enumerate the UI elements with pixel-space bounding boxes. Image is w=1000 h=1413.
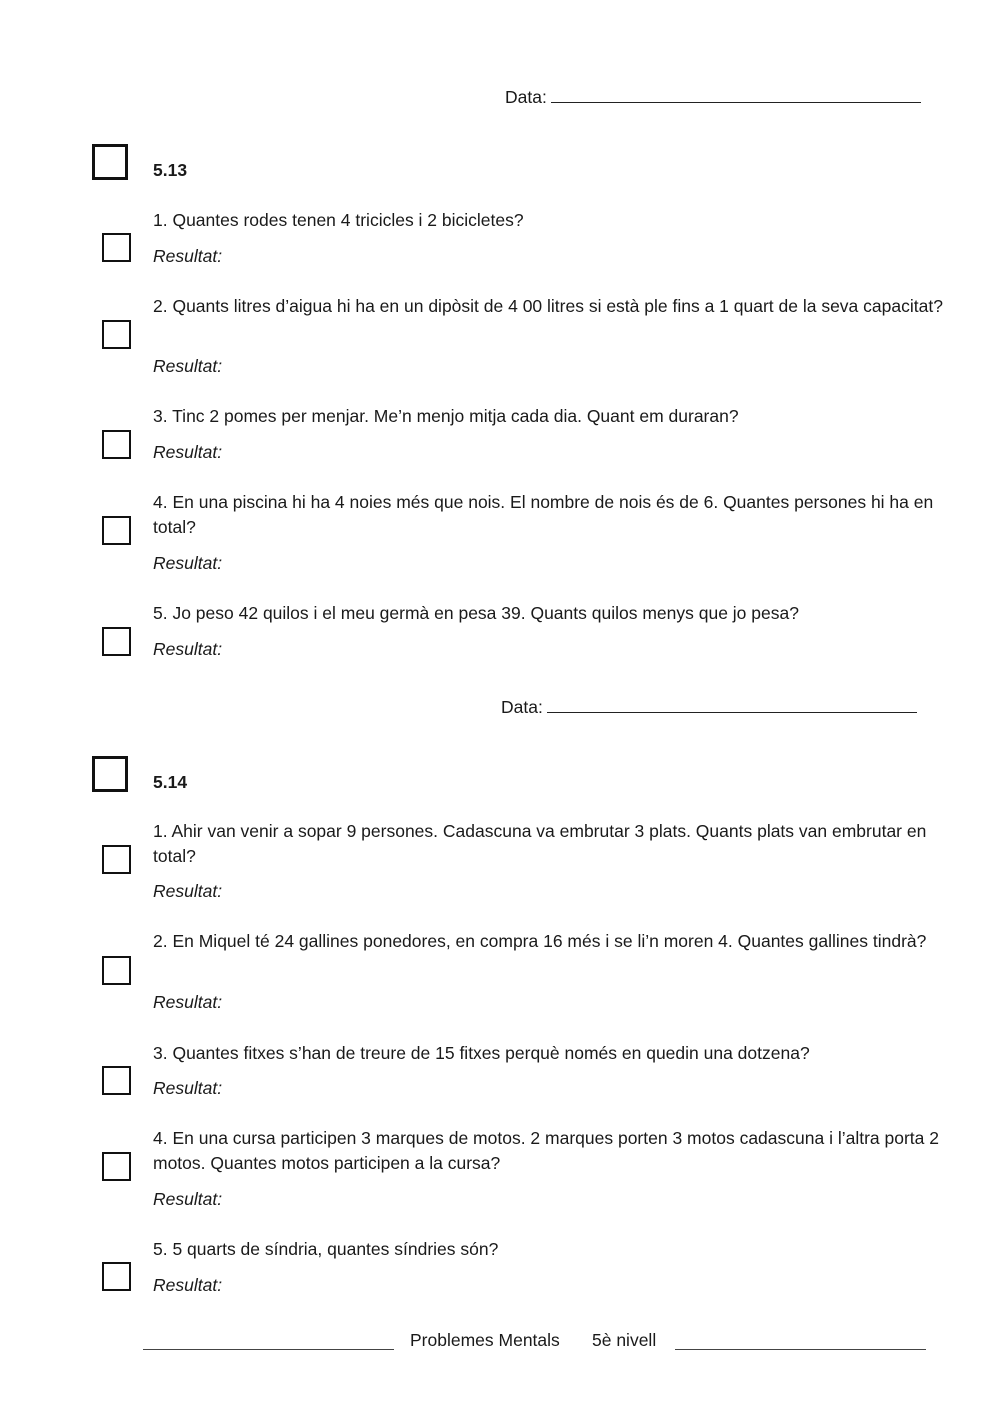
question-text: 3. Tinc 2 pomes per menjar. Me’n menjo mitja cada dia. Quant em duraran? bbox=[153, 406, 739, 426]
date-label: Data: bbox=[501, 697, 543, 717]
date-input-line[interactable] bbox=[551, 101, 921, 103]
result-label: Resultat: bbox=[153, 1275, 223, 1295]
question-checkbox[interactable] bbox=[102, 1066, 131, 1095]
question-text: 3. Quantes fitxes s’han de treure de 15 fitxes perquè només en quedin una dotzena? bbox=[153, 1043, 810, 1063]
question-text: 2. Quants litres d’aigua hi ha en un dipòsit de 4 00 litres si està ple fins a 1 quart de la seva capacitat? bbox=[153, 296, 943, 316]
question-text: 1. Ahir van venir a sopar 9 persones. Cadascuna va embrutar 3 plats. Quants plats van embrutar en total? bbox=[153, 821, 927, 866]
question-checkbox[interactable] bbox=[102, 956, 131, 985]
question-checkbox[interactable] bbox=[102, 1152, 131, 1181]
result-label: Resultat: bbox=[153, 992, 223, 1012]
footer-rule-left bbox=[143, 1349, 394, 1350]
footer-rule-right bbox=[675, 1349, 926, 1350]
question-text: 5. 5 quarts de síndria, quantes síndries són? bbox=[153, 1239, 499, 1259]
question-checkbox[interactable] bbox=[102, 430, 131, 459]
footer-level: 5è nivell bbox=[592, 1330, 657, 1350]
section-title-5-13: 5.13 bbox=[153, 160, 188, 180]
section-checkbox-5-13[interactable] bbox=[92, 144, 128, 180]
date-input-line[interactable] bbox=[547, 711, 917, 713]
question-checkbox[interactable] bbox=[102, 845, 131, 874]
section-title-5-14: 5.14 bbox=[153, 772, 188, 792]
result-label: Resultat: bbox=[153, 1078, 223, 1098]
result-label: Resultat: bbox=[153, 1189, 223, 1209]
date-label: Data: bbox=[505, 87, 547, 107]
question-text: 4. En una piscina hi ha 4 noies més que nois. El nombre de nois és de 6. Quantes persones hi ha en total? bbox=[153, 492, 934, 537]
question-checkbox[interactable] bbox=[102, 233, 131, 262]
question-checkbox[interactable] bbox=[102, 627, 131, 656]
result-label: Resultat: bbox=[153, 246, 223, 266]
question-text: 1. Quantes rodes tenen 4 tricicles i 2 bicicletes? bbox=[153, 210, 524, 230]
section-checkbox-5-14[interactable] bbox=[92, 756, 128, 792]
footer-title: Problemes Mentals bbox=[410, 1330, 560, 1350]
question-checkbox[interactable] bbox=[102, 516, 131, 545]
result-label: Resultat: bbox=[153, 553, 223, 573]
date-line-5-13 bbox=[505, 87, 921, 108]
question-checkbox[interactable] bbox=[102, 320, 131, 349]
result-label: Resultat: bbox=[153, 639, 223, 659]
result-label: Resultat: bbox=[153, 881, 223, 901]
question-checkbox[interactable] bbox=[102, 1262, 131, 1291]
result-label: Resultat: bbox=[153, 356, 223, 376]
result-label: Resultat: bbox=[153, 442, 223, 462]
question-text: 5. Jo peso 42 quilos i el meu germà en pesa 39. Quants quilos menys que jo pesa? bbox=[153, 603, 799, 623]
date-line-5-14 bbox=[501, 697, 917, 718]
question-text: 4. En una cursa participen 3 marques de motos. 2 marques porten 3 motos cadascuna i l’altra porta 2 motos. Quantes motos participen a la cursa? bbox=[153, 1128, 939, 1173]
question-text: 2. En Miquel té 24 gallines ponedores, en compra 16 més i se li’n moren 4. Quantes gallines tindrà? bbox=[153, 931, 927, 951]
